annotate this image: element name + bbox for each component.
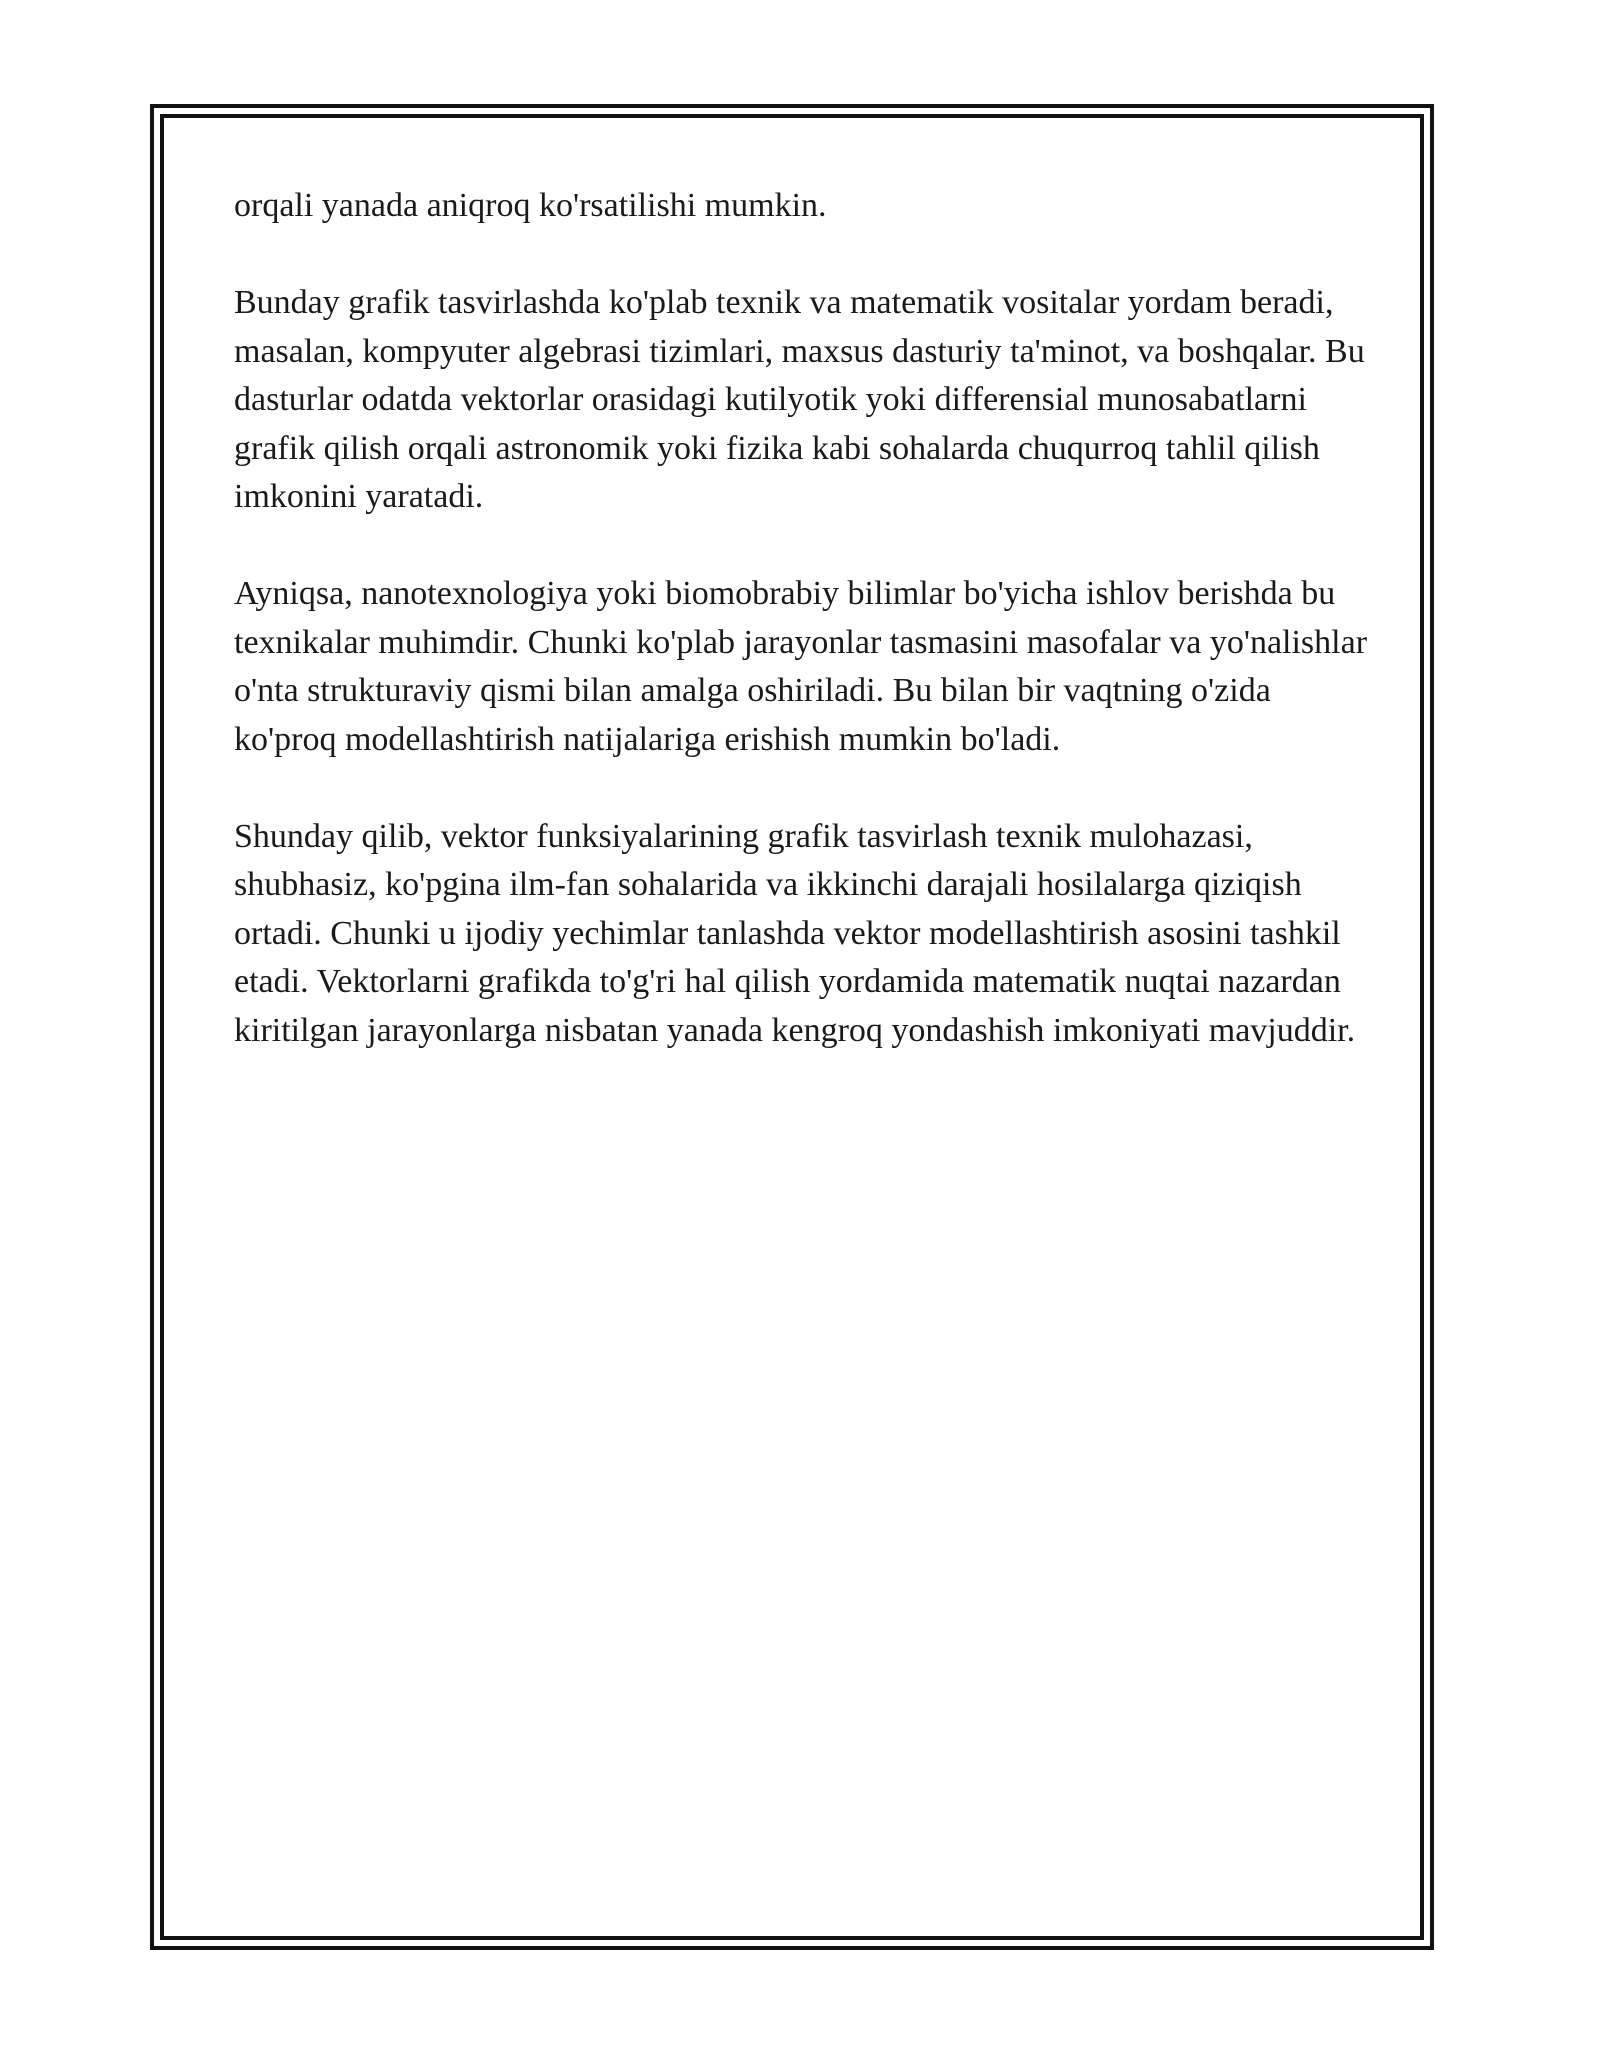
paragraph-3: Ayniqsa, nanotexnologiya yoki biomobrabiy bilimlar bo'yicha ishlov berishda bu texnikalar muhimdir. Chunki ko'plab jarayonlar tasmasini masofalar va yo'nalishlar o'nta strukturaviy qismi bilan amalga oshiriladi. Bu bilan bir vaqtning o'zida ko'proq modellashtirish natijalariga erishish mumkin bo'ladi. bbox=[234, 575, 1368, 758]
paragraph-2: Bunday grafik tasvirlashda ko'plab texnik va matematik vositalar yordam beradi, masalan, kompyuter algebrasi tizimlari, maxsus dasturiy ta'minot, va boshqalar. Bu dasturlar odatda vektorlar orasidagi kutilyotik yoki differensial munosabatlarni grafik qilish orqali astronomik yoki fizika kabi sohalarda chuqurroq tahlil qilish imkonini yaratadi. bbox=[234, 284, 1365, 515]
document-body bbox=[234, 182, 1374, 1104]
paragraph-4: Shunday qilib, vektor funksiyalarining grafik tasvirlash texnik mulohazasi, shubhasiz, ko'pgina ilm-fan sohalarida va ikkinchi darajali hosilalarga qiziqish ortadi. Chunki u ijodiy yechimlar tanlashda vektor modellashtirish asosini tashkil etadi. Vektorlarni grafikda to'g'ri hal qilish yordamida matematik nuqtai nazardan kiritilgan jarayonlarga nisbatan yanada kengroq yondashish imkoniyati mavjuddir. bbox=[234, 817, 1356, 1049]
paragraph-1: orqali yanada aniqroq ko'rsatilishi mumkin. bbox=[234, 187, 827, 224]
